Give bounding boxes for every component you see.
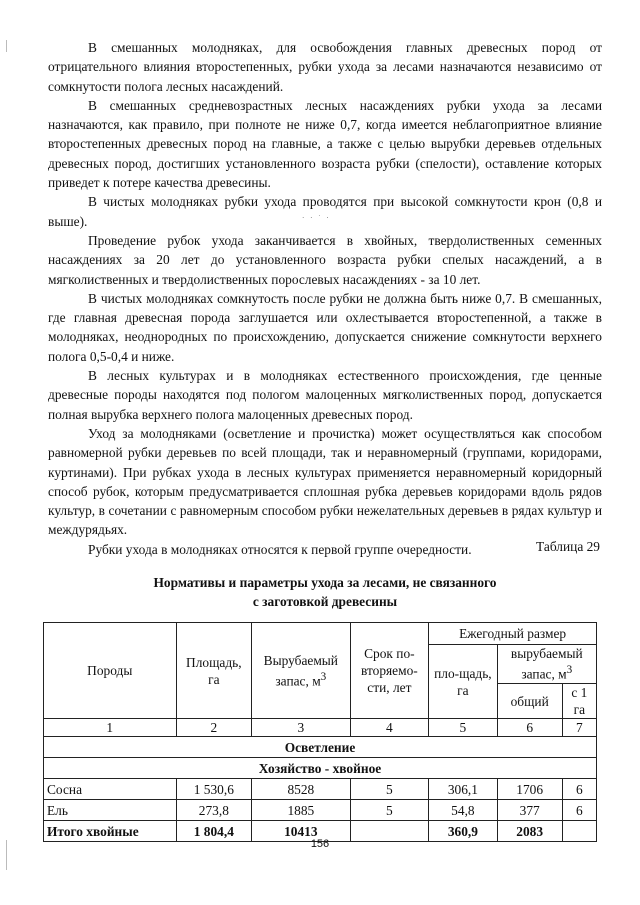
page-number: 156 bbox=[310, 838, 330, 850]
header-total: общий bbox=[497, 684, 562, 719]
header-period: Срок по-вторяемо-сти, лет bbox=[350, 623, 429, 719]
column-number: 5 bbox=[429, 719, 497, 737]
column-number: 3 bbox=[252, 719, 350, 737]
column-number: 4 bbox=[350, 719, 429, 737]
header-per-ha: с 1 га bbox=[562, 684, 596, 719]
cell-total: 1706 bbox=[497, 779, 562, 800]
table-title bbox=[48, 573, 602, 611]
table-row bbox=[44, 800, 597, 821]
cell-species: Итого хвойные bbox=[44, 821, 177, 842]
header-annual: Ежегодный размер bbox=[429, 623, 597, 645]
cell-per-ha: 6 bbox=[562, 779, 596, 800]
header-stock-sup: 3 bbox=[320, 670, 327, 683]
cell-period: 5 bbox=[350, 800, 429, 821]
cell-stock: 10413 bbox=[252, 821, 350, 842]
header-species: Породы bbox=[44, 623, 177, 719]
column-number: 1 bbox=[44, 719, 177, 737]
cell-area: 1 804,4 bbox=[176, 821, 252, 842]
cell-annual-area: 360,9 bbox=[429, 821, 497, 842]
table-row bbox=[44, 779, 597, 800]
paragraph-8: Рубки ухода в молодняках относятся к первой группе очередности. bbox=[88, 541, 472, 557]
paragraph-7: Уход за молодняками (осветление и прочистка) может осуществляться как способом равномерной рубки деревьев по всей площади, так и неравномерный (группами, коридорами, куртинами). При рубках ухода в лесных культурах применяется неравномерный коридорный способ рубок, которым предусматривается сплошная рубка деревьев коридорами вдоль рядов культур, в сочетании с равномерным способом рубки нежелательных деревьев в рядах культур и междурядьях. bbox=[48, 425, 602, 538]
cell-total: 2083 bbox=[497, 821, 562, 842]
cell-total: 377 bbox=[497, 800, 562, 821]
cell-area: 273,8 bbox=[176, 800, 252, 821]
paragraph-3: В чистых молодняках рубки ухода проводятся при высокой сомкнутости крон (0,8 и выше). bbox=[48, 194, 602, 229]
scan-artifact: · · ˙ · bbox=[302, 214, 331, 222]
header-annual-stock-text: вырубаемый запас, м bbox=[510, 646, 583, 682]
paragraph-5: В чистых молодняках сомкнутость после рубки не должна быть ниже 0,7. В смешанных, где главная древесная порода заглушается или охлестывается второстепенной, а также в молодняках, неоднородных по происхождению, допускается снижение сомкнутости верхнего полога 0,5-0,4 и ниже. bbox=[48, 290, 602, 364]
scan-edge-mark bbox=[6, 40, 7, 52]
column-number: 2 bbox=[176, 719, 252, 737]
cell-stock: 1885 bbox=[252, 800, 350, 821]
cell-period: 5 bbox=[350, 779, 429, 800]
table-title-line-2: с заготовкой древесины bbox=[252, 594, 398, 609]
cell-area: 1 530,6 bbox=[176, 779, 252, 800]
header-area: Площадь, га bbox=[176, 623, 252, 719]
column-number: 7 bbox=[562, 719, 596, 737]
cell-species: Сосна bbox=[44, 779, 177, 800]
table-label: Таблица 29 bbox=[536, 539, 600, 554]
column-number: 6 bbox=[497, 719, 562, 737]
header-stock-text: Вырубаемый запас, м bbox=[263, 652, 338, 689]
cell-annual-area: 306,1 bbox=[429, 779, 497, 800]
table-title-line-1: Нормативы и параметры ухода за лесами, не связанного bbox=[153, 575, 497, 590]
cell-stock: 8528 bbox=[252, 779, 350, 800]
header-annual-stock-sup: 3 bbox=[566, 664, 573, 677]
header-annual-area: пло-щадь, га bbox=[429, 645, 497, 719]
paragraph-6: В лесных культурах и в молодняках естественного происхождения, где ценные древесные породы находятся под пологом малоценных мягколиственных пород, допускается полная вырубка верхнего полога малоценных древесных пород. bbox=[48, 368, 602, 422]
cell-annual-area: 54,8 bbox=[429, 800, 497, 821]
section-row: Осветление bbox=[44, 737, 597, 758]
paragraph-1: В смешанных молодняках, для освобождения главных древесных пород от отрицательного влияния второстепенных, рубки ухода за лесами назначаются независимо от сомкнутости полога лесных насаждений. bbox=[48, 40, 602, 94]
paragraph-4: Проведение рубок ухода заканчивается в хвойных, твердолиственных семенных насаждениях за 20 лет до установленного возраста рубки спелых насаждений, а в мягколиственных и твердолиственных порослевых насаждениях - за 10 лет. bbox=[48, 232, 602, 287]
cell-per-ha: 6 bbox=[562, 800, 596, 821]
paragraph-2: В смешанных средневозрастных лесных насаждениях рубки ухода за лесами назначаются, как правило, при полноте не ниже 0,7, когда имеется неблагоприятное влияние второстепенных древесных пород на главные, а также с целью вырубки деревьев отдельных древесных пород, достигших установленного возраста рубки (спелости), оставление которых приведет к потере качества древесины. bbox=[48, 97, 602, 191]
body-text bbox=[48, 38, 602, 559]
header-stock bbox=[252, 623, 350, 719]
header-annual-stock bbox=[497, 645, 596, 684]
subsection-row: Хозяйство - хвойное bbox=[44, 758, 597, 779]
norms-table bbox=[43, 622, 597, 842]
cell-species: Ель bbox=[44, 800, 177, 821]
